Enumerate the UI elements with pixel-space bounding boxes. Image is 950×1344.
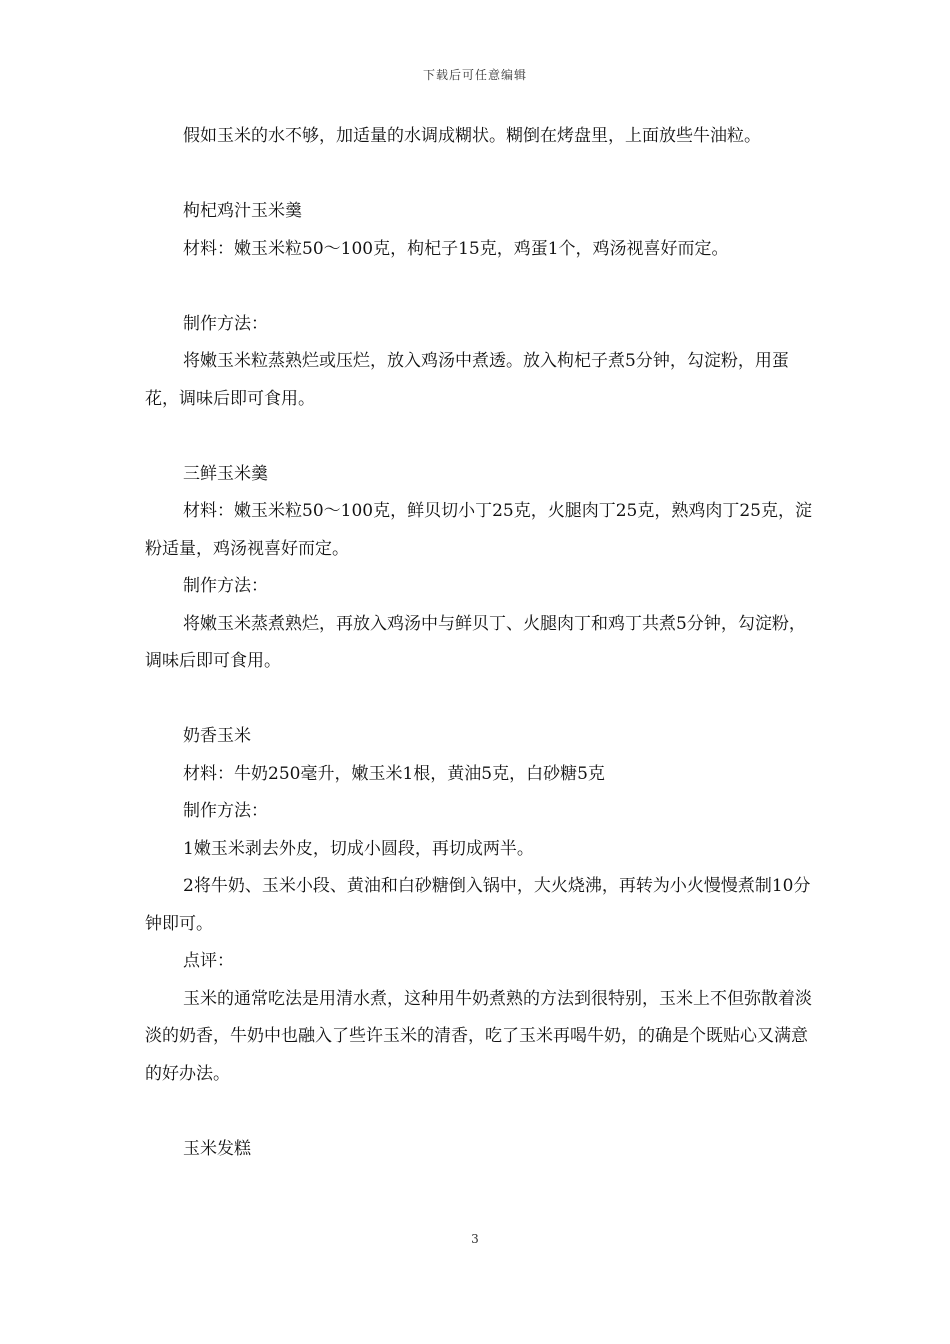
recipe-method-label-naixiang: 制作方法： xyxy=(183,801,268,821)
spacer xyxy=(145,268,815,306)
recipe-comment-label-naixiang: 点评： xyxy=(183,951,234,971)
recipe-title-fagao: 玉米发糕 xyxy=(183,1138,251,1159)
document-body xyxy=(145,118,815,1168)
recipe-comment-naixiang: 玉米的通常吃法是用清水煮，这种用牛奶煮熟的方法到很特别，玉米上不但弥散着淡淡的奶香，牛奶中也融入了些许玉米的清香，吃了玉米再喝牛奶，的确是个既贴心又满意的好办法。 xyxy=(145,988,812,1084)
recipe-step-1-naixiang: 1嫩玉米剥去外皮，切成小圆段，再切成两半。 xyxy=(183,838,534,859)
recipe-materials-naixiang: 材料：牛奶250毫升，嫩玉米1根，黄油5克，白砂糖5克 xyxy=(183,763,605,784)
recipe-title-gouqi: 枸杞鸡汁玉米羹 xyxy=(183,201,302,221)
recipe-title-naixiang: 奶香玉米 xyxy=(183,726,251,746)
recipe-method-label-sanxian: 制作方法： xyxy=(183,576,268,596)
recipe-method-gouqi: 将嫩玉米粒蒸熟烂或压烂，放入鸡汤中煮透。放入枸杞子煮5分钟，勾淀粉，用蛋花，调味后即可食用。 xyxy=(145,351,789,409)
recipe-title-sanxian: 三鲜玉米羹 xyxy=(183,463,268,484)
recipe-materials-gouqi: 材料：嫩玉米粒50～100克，枸杞子15克，鸡蛋1个，鸡汤视喜好而定。 xyxy=(183,238,729,259)
recipe-step-2-naixiang: 2将牛奶、玉米小段、黄油和白砂糖倒入锅中，大火烧沸，再转为小火慢慢煮制10分钟即可。 xyxy=(145,876,811,934)
paragraph-batter: 假如玉米的水不够，加适量的水调成糊状。糊倒在烤盘里，上面放些牛油粒。 xyxy=(183,126,761,146)
recipe-materials-sanxian: 材料：嫩玉米粒50～100克，鲜贝切小丁25克，火腿肉丁25克，熟鸡肉丁25克，淀粉适量，鸡汤视喜好而定。 xyxy=(145,501,812,559)
spacer xyxy=(145,156,815,194)
recipe-method-label-gouqi: 制作方法： xyxy=(183,313,268,334)
spacer xyxy=(145,1093,815,1131)
spacer xyxy=(145,681,815,719)
spacer xyxy=(145,418,815,456)
page-number: 3 xyxy=(471,1232,479,1246)
recipe-method-sanxian: 将嫩玉米蒸煮熟烂，再放入鸡汤中与鲜贝丁、火腿肉丁和鸡丁共煮5分钟，勾淀粉，调味后即可食用。 xyxy=(145,613,806,671)
page-header: 下载后可任意编辑 xyxy=(422,68,527,82)
